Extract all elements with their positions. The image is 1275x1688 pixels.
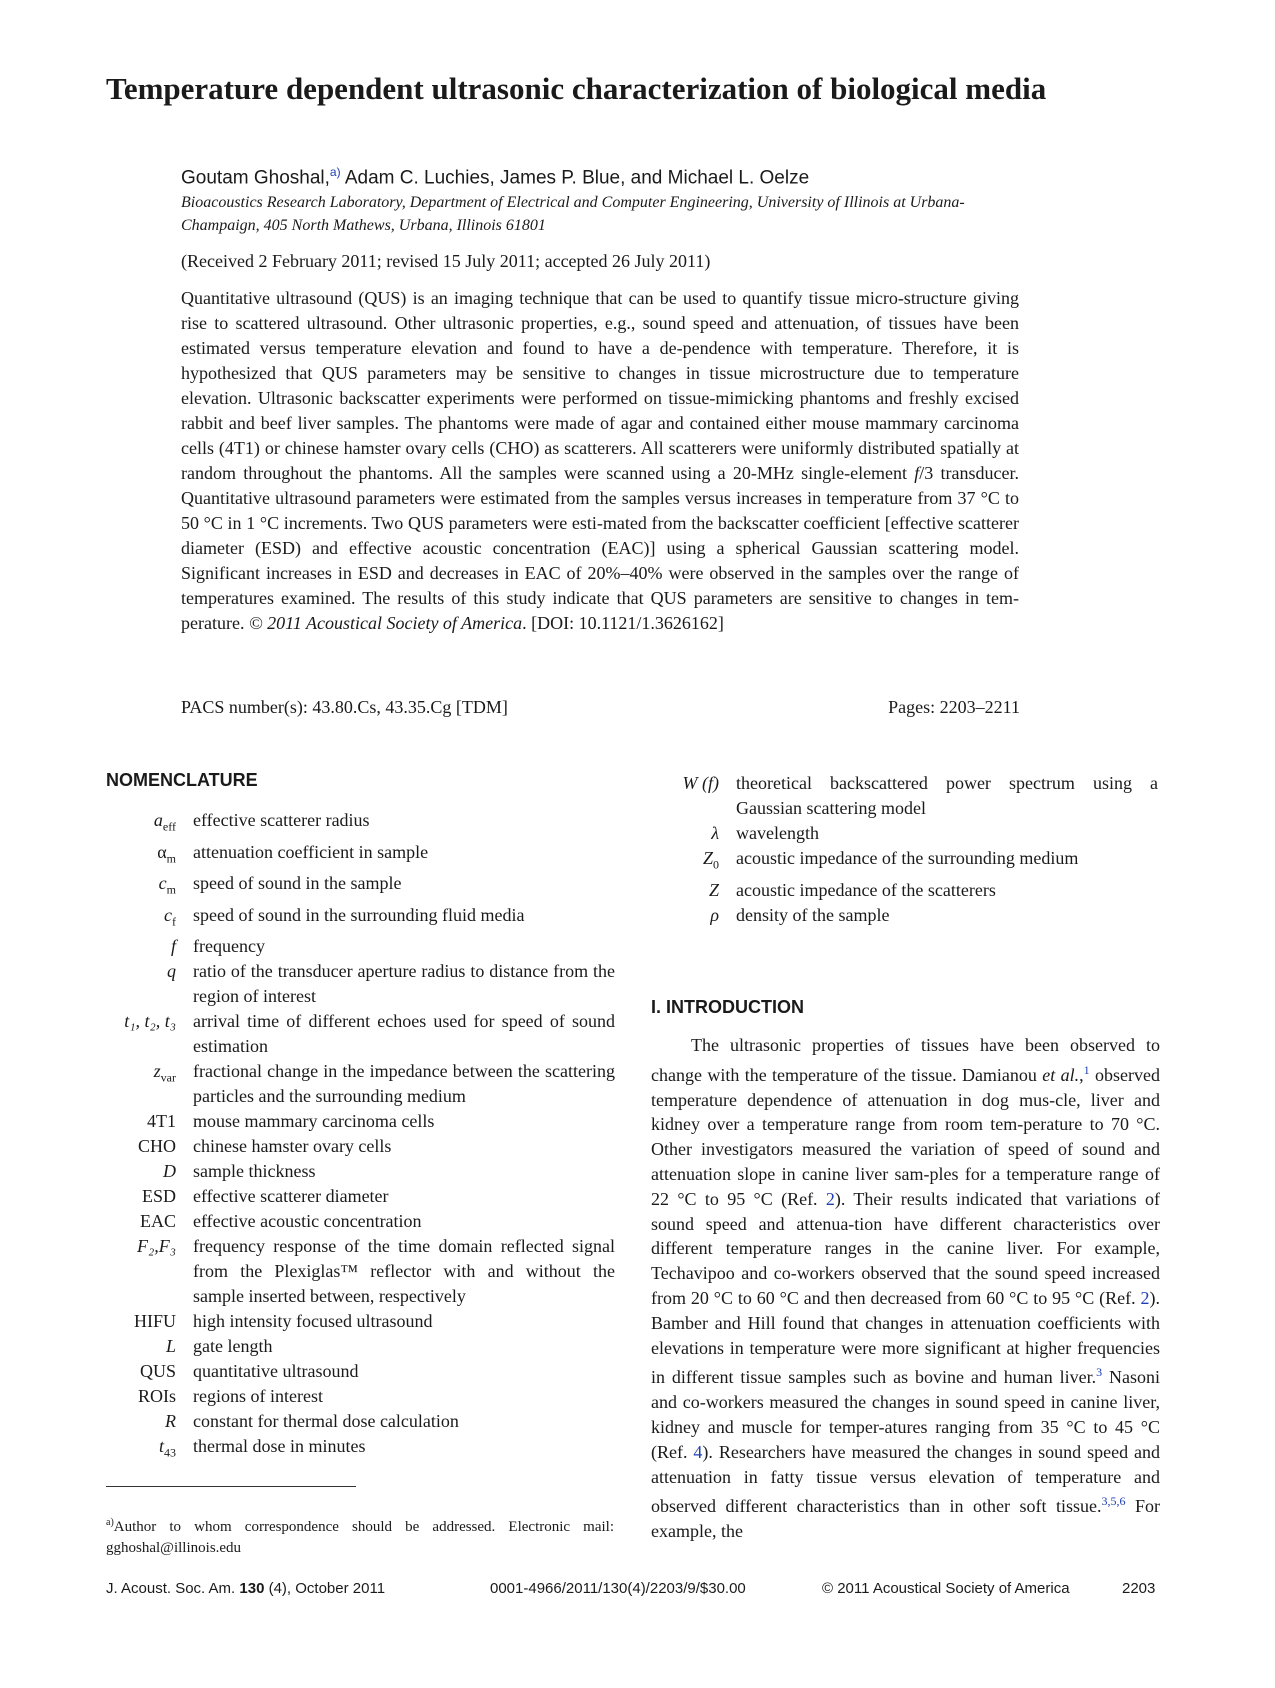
affiliation: Bioacoustics Research Laboratory, Department of Electrical and Computer Engineering, University of Illinois at Urbana-Champaign, 405 North Mathews, Urbana, Illinois 61801 <box>181 194 965 234</box>
author-footnote-marker[interactable]: a) <box>329 165 341 179</box>
symbol-subscript: m <box>166 882 176 897</box>
footnote-text: Author to whom correspondence should be addressed. Electronic mail: gghoshal@illinois.edu <box>106 1519 614 1556</box>
received-dates: (Received 2 February 2011; revised 15 July 2011; accepted 26 July 2011) <box>181 251 711 271</box>
nomenclature-definition: fractional change in the impedance between the scattering particles and the surrounding medium <box>193 1061 615 1107</box>
nomenclature-definition: theoretical backscattered power spectrum using a Gaussian scattering model <box>736 773 1158 818</box>
article-title: Temperature dependent ultrasonic characterization of biological media <box>106 71 1047 106</box>
symbol-text: W (f) <box>682 773 719 793</box>
nomenclature-symbol <box>92 1059 193 1109</box>
nomenclature-definition: constant for thermal dose calculation <box>193 1411 459 1432</box>
intro-text: ). Their results indicated that variations of sound speed and attenua-tion have different characteristics over different temperature ranges in the canine liver. For example, Techavipoo and co-workers observed that the sound speed increased from 20 °C to 60 °C and then decreased from 60 °C to 95 °C (Ref. <box>651 1188 1160 1308</box>
nomenclature-entry <box>92 808 615 840</box>
nomenclature-entry <box>92 1059 615 1109</box>
nomenclature-entry <box>92 871 615 903</box>
nomenclature-symbol <box>92 1159 193 1184</box>
nomenclature-entry <box>646 878 1158 903</box>
nomenclature-symbol <box>92 1209 193 1234</box>
nomenclature-symbol <box>92 1309 193 1334</box>
nomenclature-definition: quantitative ultrasound <box>193 1361 359 1382</box>
nomenclature-symbol <box>92 903 193 935</box>
nomenclature-entry <box>92 1434 615 1466</box>
nomenclature-definition: arrival time of different echoes used for speed of sound estimation <box>193 1011 615 1057</box>
footnote-marker: a) <box>106 1517 114 1528</box>
symbol-text: R <box>165 1411 176 1432</box>
nomenclature-definition: frequency <box>193 936 265 957</box>
abstract-text-2: /3 transducer. Quantitative ultrasound parameters were estimated from the samples versus increases in temperature from 37 °C to 50 °C in 1 °C increments. Two QUS parameters were esti-mated from the backscatter coefficient [effective scatterer diameter (ESD) and effective acoustic concentration (EAC)] using a spherical Gaussian scattering model. Significant increases in ESD and decreases in EAC of 20%–40% were observed in the samples over the range of temperatures examined. The results of this study indicate that QUS parameters are sensitive to changes in tem-perature. <box>181 463 1019 633</box>
nomenclature-definition: gate length <box>193 1336 273 1357</box>
intro-text: ). Bamber and Hill found that changes in attenuation coefficients with elevations in temperature were more significant at higher frequencies in different tissue samples such as bovine and human liver. <box>651 1287 1160 1388</box>
nomenclature-definition: speed of sound in the surrounding fluid media <box>193 904 525 925</box>
abstract-copyright: © 2011 Acoustical Society of America <box>248 613 523 633</box>
introduction-heading: I. INTRODUCTION <box>651 997 804 1017</box>
nomenclature-entry <box>92 1359 615 1384</box>
nomenclature-definition: ratio of the transducer aperture radius to distance from the region of interest <box>193 961 615 1007</box>
symbol-text: HIFU <box>133 1311 176 1332</box>
nomenclature-symbol <box>646 903 736 928</box>
nomenclature-entry <box>92 959 615 1009</box>
symbol-subscript: f <box>172 914 176 929</box>
intro-text: ). Researchers have measured the changes in sound speed and attenuation in fatty tissue versus elevation of temperature and observed different characteristics than in other soft tissue. <box>651 1441 1160 1517</box>
nomenclature-entry <box>92 840 615 872</box>
nomenclature-definition: chinese hamster ovary cells <box>193 1136 392 1157</box>
symbol-text: EAC <box>140 1211 176 1232</box>
nomenclature-definition: mouse mammary carcinoma cells <box>193 1111 435 1132</box>
symbol-text: ESD <box>141 1186 176 1207</box>
nomenclature-symbol <box>92 1184 193 1209</box>
intro-text: The ultrasonic properties of tissues have been observed to change with the temperature of the tissue. Damianou <box>651 1035 1160 1085</box>
abstract-doi: . [DOI: 10.1121/1.3626162] <box>522 613 724 633</box>
footer-volume: 130 <box>239 1580 265 1597</box>
nomenclature-symbol <box>92 1134 193 1159</box>
citation-link[interactable]: 1 <box>1083 1062 1090 1077</box>
footnote <box>106 1512 614 1559</box>
nomenclature-entry <box>646 846 1158 878</box>
nomenclature-list-left <box>92 808 615 1466</box>
pacs-numbers: PACS number(s): 43.80.Cs, 43.35.Cg [TDM] <box>181 697 508 717</box>
nomenclature-symbol <box>92 1009 193 1059</box>
citation-link[interactable]: 3 <box>1096 1365 1103 1380</box>
symbol-text: ρ <box>710 904 719 925</box>
intro-et-al: et al. <box>1042 1064 1080 1085</box>
nomenclature-entry <box>92 1009 615 1059</box>
symbol-text: Z <box>702 848 713 868</box>
nomenclature-symbol <box>92 1384 193 1409</box>
nomenclature-symbol <box>92 871 193 903</box>
nomenclature-definition: density of the sample <box>736 904 890 925</box>
nomenclature-entry <box>92 1334 615 1359</box>
nomenclature-definition: thermal dose in minutes <box>193 1436 366 1457</box>
author-names-1: Goutam Ghoshal, <box>181 167 330 189</box>
symbol-text: λ <box>711 823 719 843</box>
nomenclature-symbol <box>646 771 736 821</box>
nomenclature-heading: NOMENCLATURE <box>106 770 258 790</box>
symbol-text: Z <box>708 879 719 900</box>
nomenclature-entry <box>92 1409 615 1434</box>
symbol-text: ROIs <box>137 1386 176 1407</box>
citation-link[interactable]: 2 <box>1140 1287 1150 1308</box>
nomenclature-entry <box>92 1309 615 1334</box>
nomenclature-definition: acoustic impedance of the surrounding medium <box>736 848 1079 868</box>
nomenclature-symbol <box>92 1434 193 1466</box>
nomenclature-entry <box>92 934 615 959</box>
symbol-subscript: m <box>166 851 176 866</box>
citation-link[interactable]: 4 <box>693 1441 703 1462</box>
footer-journal-name: J. Acoust. Soc. Am. <box>106 1580 240 1597</box>
nomenclature-definition: effective acoustic concentration <box>193 1211 422 1232</box>
nomenclature-symbol <box>92 959 193 1009</box>
symbol-text: QUS <box>139 1361 176 1382</box>
symbol-text: z <box>153 1061 161 1082</box>
nomenclature-entry <box>646 903 1158 928</box>
nomenclature-definition: sample thickness <box>193 1161 316 1182</box>
symbol-text: c <box>158 873 167 894</box>
footer-copyright: © 2011 Acoustical Society of America <box>822 1580 1070 1597</box>
nomenclature-entry <box>92 1159 615 1184</box>
nomenclature-definition: effective scatterer radius <box>193 810 370 830</box>
nomenclature-symbol <box>92 808 193 840</box>
nomenclature-definition: speed of sound in the sample <box>193 873 402 894</box>
symbol-text: c <box>164 904 172 925</box>
nomenclature-entry <box>646 771 1158 821</box>
citation-link[interactable]: 3,5,6 <box>1101 1494 1126 1509</box>
symbol-text: D <box>163 1161 176 1182</box>
intro-text: For example, the <box>651 1496 1160 1542</box>
nomenclature-symbol <box>92 1109 193 1134</box>
intro-text: observed temperature dependence of attenuation in dog mus-cle, liver and kidney over a temperature range from room tem-perature to 70 °C. Other investigators measured the variation of speed of sound and attenuation slope in canine liver sam-ples for a temperature range of 22 °C to 95 °C (Ref. <box>651 1064 1160 1209</box>
footer-issn: 0001-4966/2011/130(4)/2203/9/$30.00 <box>490 1580 746 1597</box>
nomenclature-definition: high intensity focused ultrasound <box>193 1311 433 1332</box>
nomenclature-definition: regions of interest <box>193 1386 323 1407</box>
nomenclature-entry <box>92 903 615 935</box>
nomenclature-symbol <box>92 1334 193 1359</box>
nomenclature-symbol <box>92 1409 193 1434</box>
nomenclature-entry <box>92 1184 615 1209</box>
symbol-text: CHO <box>137 1136 176 1157</box>
nomenclature-entry <box>92 1384 615 1409</box>
symbol-subscript: eff <box>162 819 176 834</box>
symbol-text: L <box>165 1336 176 1357</box>
nomenclature-symbol <box>92 1234 193 1309</box>
nomenclature-symbol <box>92 934 193 959</box>
footer-issue: (4), October 2011 <box>264 1580 386 1597</box>
symbol-subscript: var <box>160 1070 176 1085</box>
symbol-text: α <box>157 841 167 862</box>
nomenclature-entry <box>92 1109 615 1134</box>
nomenclature-symbol <box>92 840 193 872</box>
intro-text: , <box>1079 1064 1084 1085</box>
nomenclature-symbol <box>646 878 736 903</box>
nomenclature-definition: frequency response of the time domain reflected signal from the Plexiglas™ reflector with and without the sample inserted between, respectively <box>193 1236 615 1307</box>
nomenclature-symbol <box>646 846 736 878</box>
author-list <box>181 165 809 189</box>
nomenclature-entry <box>92 1134 615 1159</box>
symbol-text: f <box>170 936 176 957</box>
symbol-subscript: 0 <box>713 857 719 872</box>
footer-page-number: 2203 <box>1122 1580 1156 1597</box>
nomenclature-definition: attenuation coefficient in sample <box>193 841 429 862</box>
nomenclature-definition: effective scatterer diameter <box>193 1186 389 1207</box>
symbol-text: F₂,F₃ <box>136 1236 176 1257</box>
symbol-text: q <box>167 961 176 982</box>
intro-text: Nasoni and co-workers measured the changes in sound speed in canine liver, kidney and muscle for temper-atures ranging from 35 °C to 45 °C (Ref. <box>651 1367 1160 1462</box>
nomenclature-symbol <box>92 1359 193 1384</box>
abstract <box>181 286 1019 636</box>
symbol-subscript: 43 <box>164 1445 176 1460</box>
footer-journal <box>106 1580 385 1597</box>
abstract-text-1: Quantitative ultrasound (QUS) is an imaging technique that can be used to quantify tissue micro-structure giving rise to scattered ultrasound. Other ultrasonic properties, e.g., sound speed and attenuation, of tissues have been estimated versus temperature elevation and found to have a de-pendence with temperature. Therefore, it is hypothesized that QUS parameters may be sensitive to changes in tissue microstructure due to temperature elevation. Ultrasonic backscatter experiments were performed on tissue-mimicking phantoms and freshly excised rabbit and beef liver samples. The phantoms were made of agar and contained either mouse mammary carcinoma cells (4T1) or chinese hamster ovary cells (CHO) as scatterers. All scatterers were uniformly distributed spatially at random throughout the phantoms. All the samples were scanned using a 20-MHz single-element <box>181 288 1019 483</box>
nomenclature-symbol <box>646 821 736 846</box>
nomenclature-entry <box>646 821 1158 846</box>
symbol-text: a <box>153 810 163 830</box>
footnote-divider <box>106 1486 356 1487</box>
symbol-text: t <box>158 1436 164 1457</box>
citation-link[interactable]: 2 <box>825 1188 835 1209</box>
author-names-2: Adam C. Luchies, James P. Blue, and Michael L. Oelze <box>340 167 810 189</box>
symbol-text: 4T1 <box>147 1111 176 1132</box>
nomenclature-list-right <box>646 771 1158 928</box>
page-range: Pages: 2203–2211 <box>888 697 1020 717</box>
nomenclature-entry <box>92 1209 615 1234</box>
nomenclature-entry <box>92 1234 615 1309</box>
symbol-text: t₁, t₂, t₃ <box>124 1011 176 1032</box>
nomenclature-definition: acoustic impedance of the scatterers <box>736 879 996 900</box>
introduction-body <box>651 1033 1160 1544</box>
nomenclature-definition: wavelength <box>736 823 819 843</box>
abstract-f-symbol: f <box>914 463 920 483</box>
